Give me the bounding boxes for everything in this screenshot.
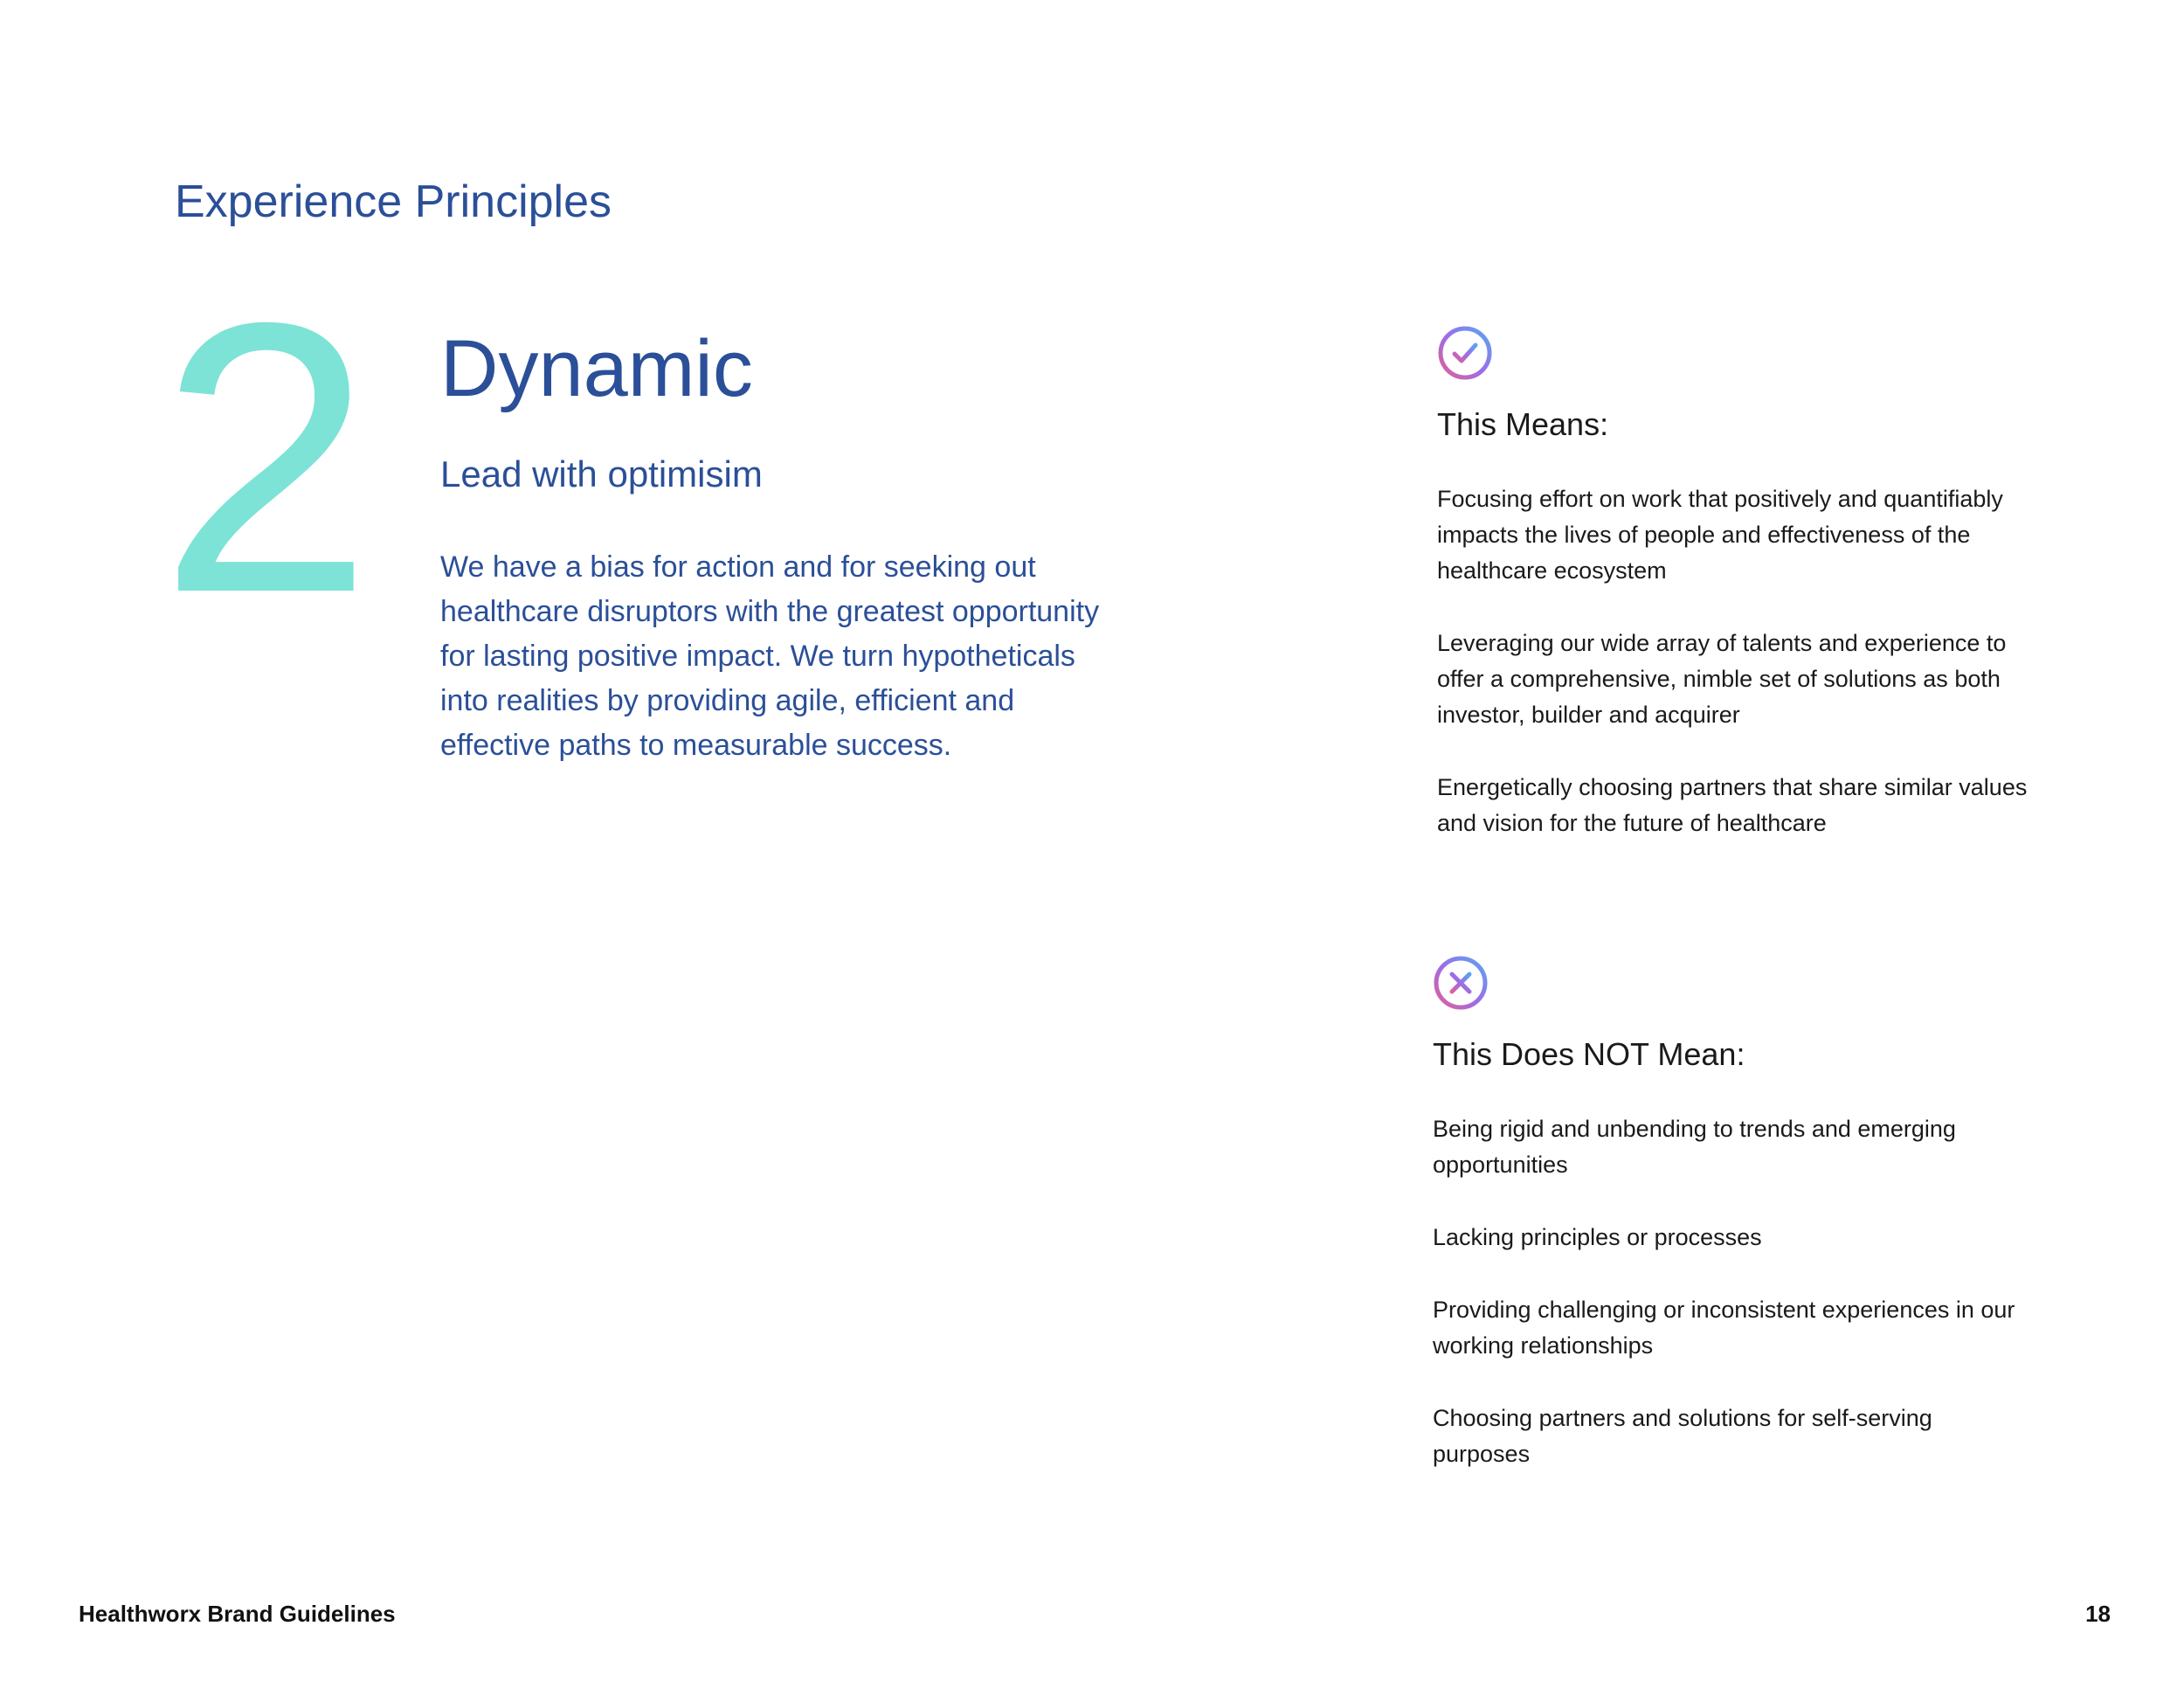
principle-title: Dynamic — [440, 324, 753, 413]
this-does-not-mean-list — [1433, 1111, 2035, 1472]
this-does-not-mean-heading: This Does NOT Mean: — [1433, 1036, 1745, 1072]
x-circle-icon — [1433, 955, 1489, 1011]
principle-description: We have a bias for action and for seeking out healthcare disruptors with the greatest opportunity for lasting positive impact. We turn hypotheticals into realities by providing agile, efficient and effective paths to measurable success. — [440, 550, 1100, 762]
this-means-heading: This Means: — [1437, 406, 1609, 442]
list-item: Energetically choosing partners that share similar values and vision for the future of healthcare — [1437, 774, 2028, 837]
page-number: 18 — [2085, 1601, 2111, 1627]
this-means-list — [1437, 481, 2040, 841]
list-item: Focusing effort on work that positively and quantifiably impacts the lives of people and effectiveness of the healthcare ecosystem — [1437, 486, 2003, 585]
list-item: Choosing partners and solutions for self-serving purposes — [1433, 1405, 1932, 1468]
list-item: Providing challenging or inconsistent experiences in our working relationships — [1433, 1297, 2015, 1359]
principle-number: 2 — [159, 244, 373, 673]
this-does-not-mean-section — [1433, 955, 2035, 1509]
list-item: Lacking principles or processes — [1433, 1224, 1762, 1251]
footer-title: Healthworx Brand Guidelines — [79, 1601, 396, 1627]
principle-subtitle: Lead with optimisim — [440, 453, 763, 495]
section-title: Experience Principles — [175, 176, 612, 227]
list-item: Leveraging our wide array of talents and experience to offer a comprehensive, nimble set of solutions as both investor, builder and acquirer — [1437, 630, 2007, 729]
list-item: Being rigid and unbending to trends and emerging opportunities — [1433, 1116, 1956, 1179]
check-circle-icon — [1437, 325, 1493, 381]
this-means-section — [1437, 325, 2040, 878]
